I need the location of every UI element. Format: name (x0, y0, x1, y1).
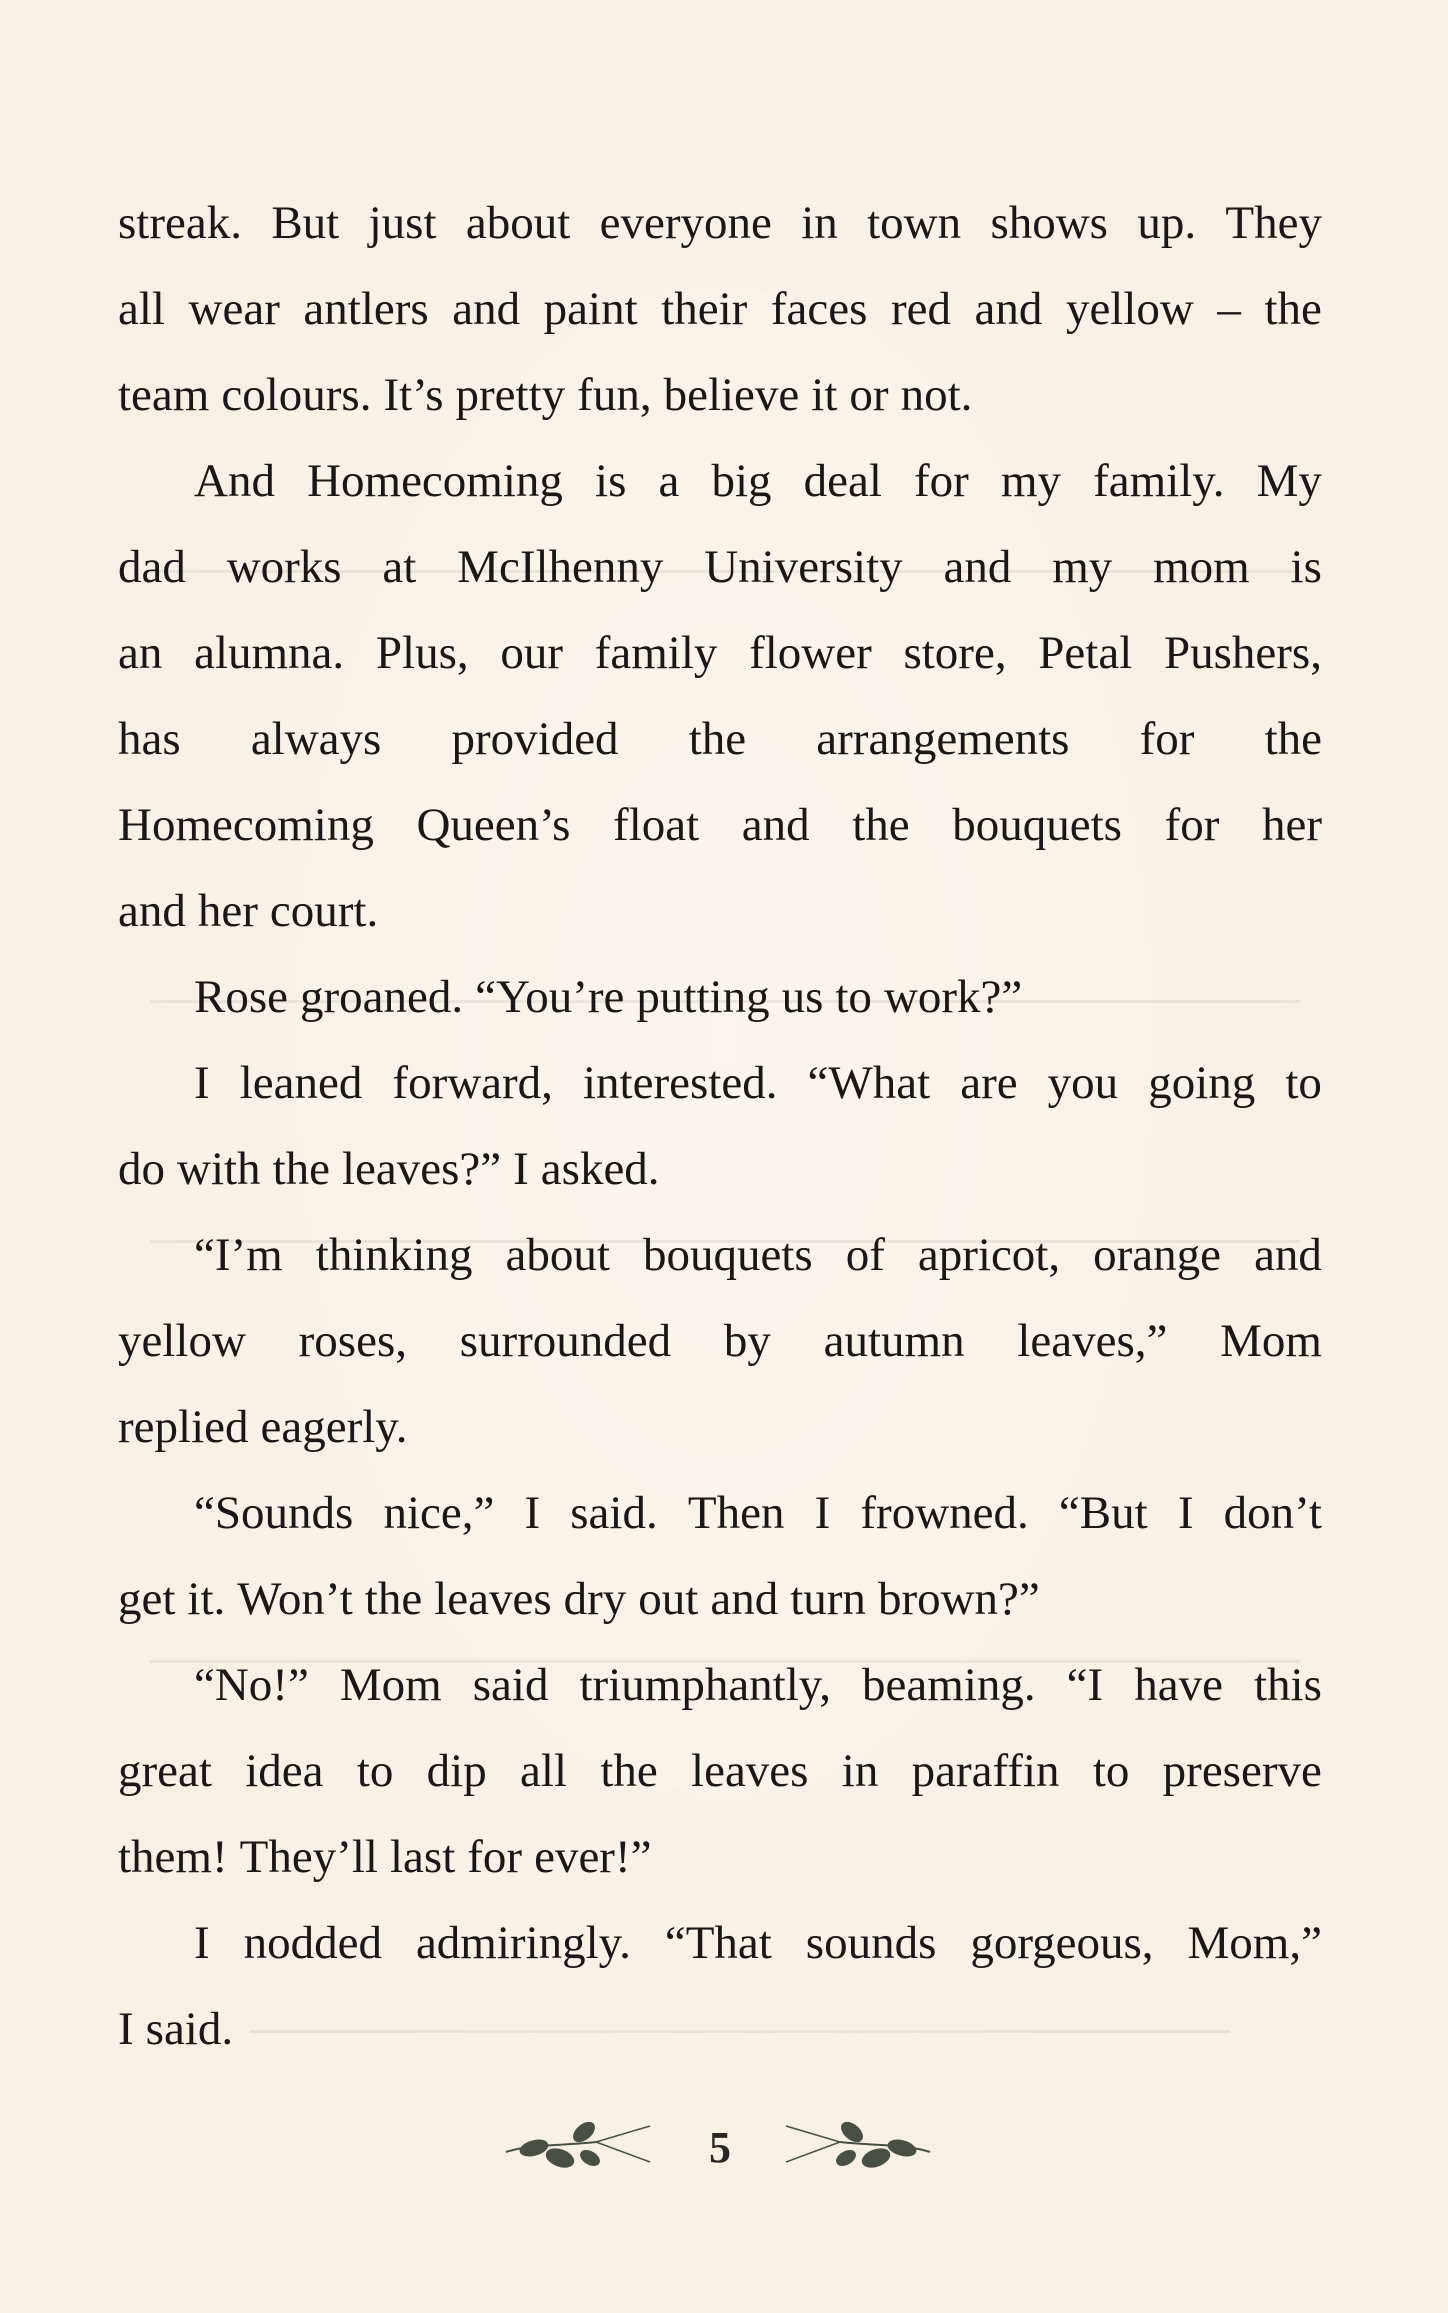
text-line: team colours. It’s pretty fun, believe it or not. (118, 369, 973, 421)
page-number: 5 (709, 2123, 731, 2172)
page-footer (0, 2108, 1448, 2188)
text-line: has always provided the arrangements for the (118, 713, 1322, 765)
leaf-sprig-icon (776, 2118, 936, 2178)
text-line: get it. Won’t the leaves dry out and turn brown?” (118, 1573, 1040, 1625)
text-line: Rose groaned. “You’re putting us to work?” (194, 971, 1023, 1023)
text-line: replied eagerly. (118, 1401, 408, 1453)
body-text (118, 180, 1322, 2072)
text-line: streak. But just about everyone in town shows up. They (118, 197, 1322, 249)
text-line: I leaned forward, interested. “What are you going to (194, 1057, 1322, 1109)
text-line: “No!” Mom said triumphantly, beaming. “I have this (194, 1659, 1322, 1711)
text-line: I said. (118, 2003, 234, 2055)
text-line: them! They’ll last for ever!” (118, 1831, 652, 1883)
text-line: And Homecoming is a big deal for my family. My (194, 455, 1322, 507)
text-line: do with the leaves?” I asked. (118, 1143, 660, 1195)
text-line: “I’m thinking about bouquets of apricot, orange and (194, 1229, 1322, 1281)
text-line: great idea to dip all the leaves in paraffin to preserve (118, 1745, 1322, 1797)
text-line: Homecoming Queen’s float and the bouquets for her (118, 799, 1322, 851)
text-line: and her court. (118, 885, 379, 937)
text-line: yellow roses, surrounded by autumn leaves,” Mom (118, 1315, 1322, 1367)
text-line: I nodded admiringly. “That sounds gorgeous, Mom,” (194, 1917, 1322, 1969)
text-line: “Sounds nice,” I said. Then I frowned. “But I don’t (194, 1487, 1322, 1539)
text-line: an alumna. Plus, our family flower store, Petal Pushers, (118, 627, 1322, 679)
text-line: dad works at McIlhenny University and my mom is (118, 541, 1322, 593)
text-line: all wear antlers and paint their faces red and yellow – the (118, 283, 1322, 335)
leaf-sprig-icon (500, 2118, 660, 2178)
